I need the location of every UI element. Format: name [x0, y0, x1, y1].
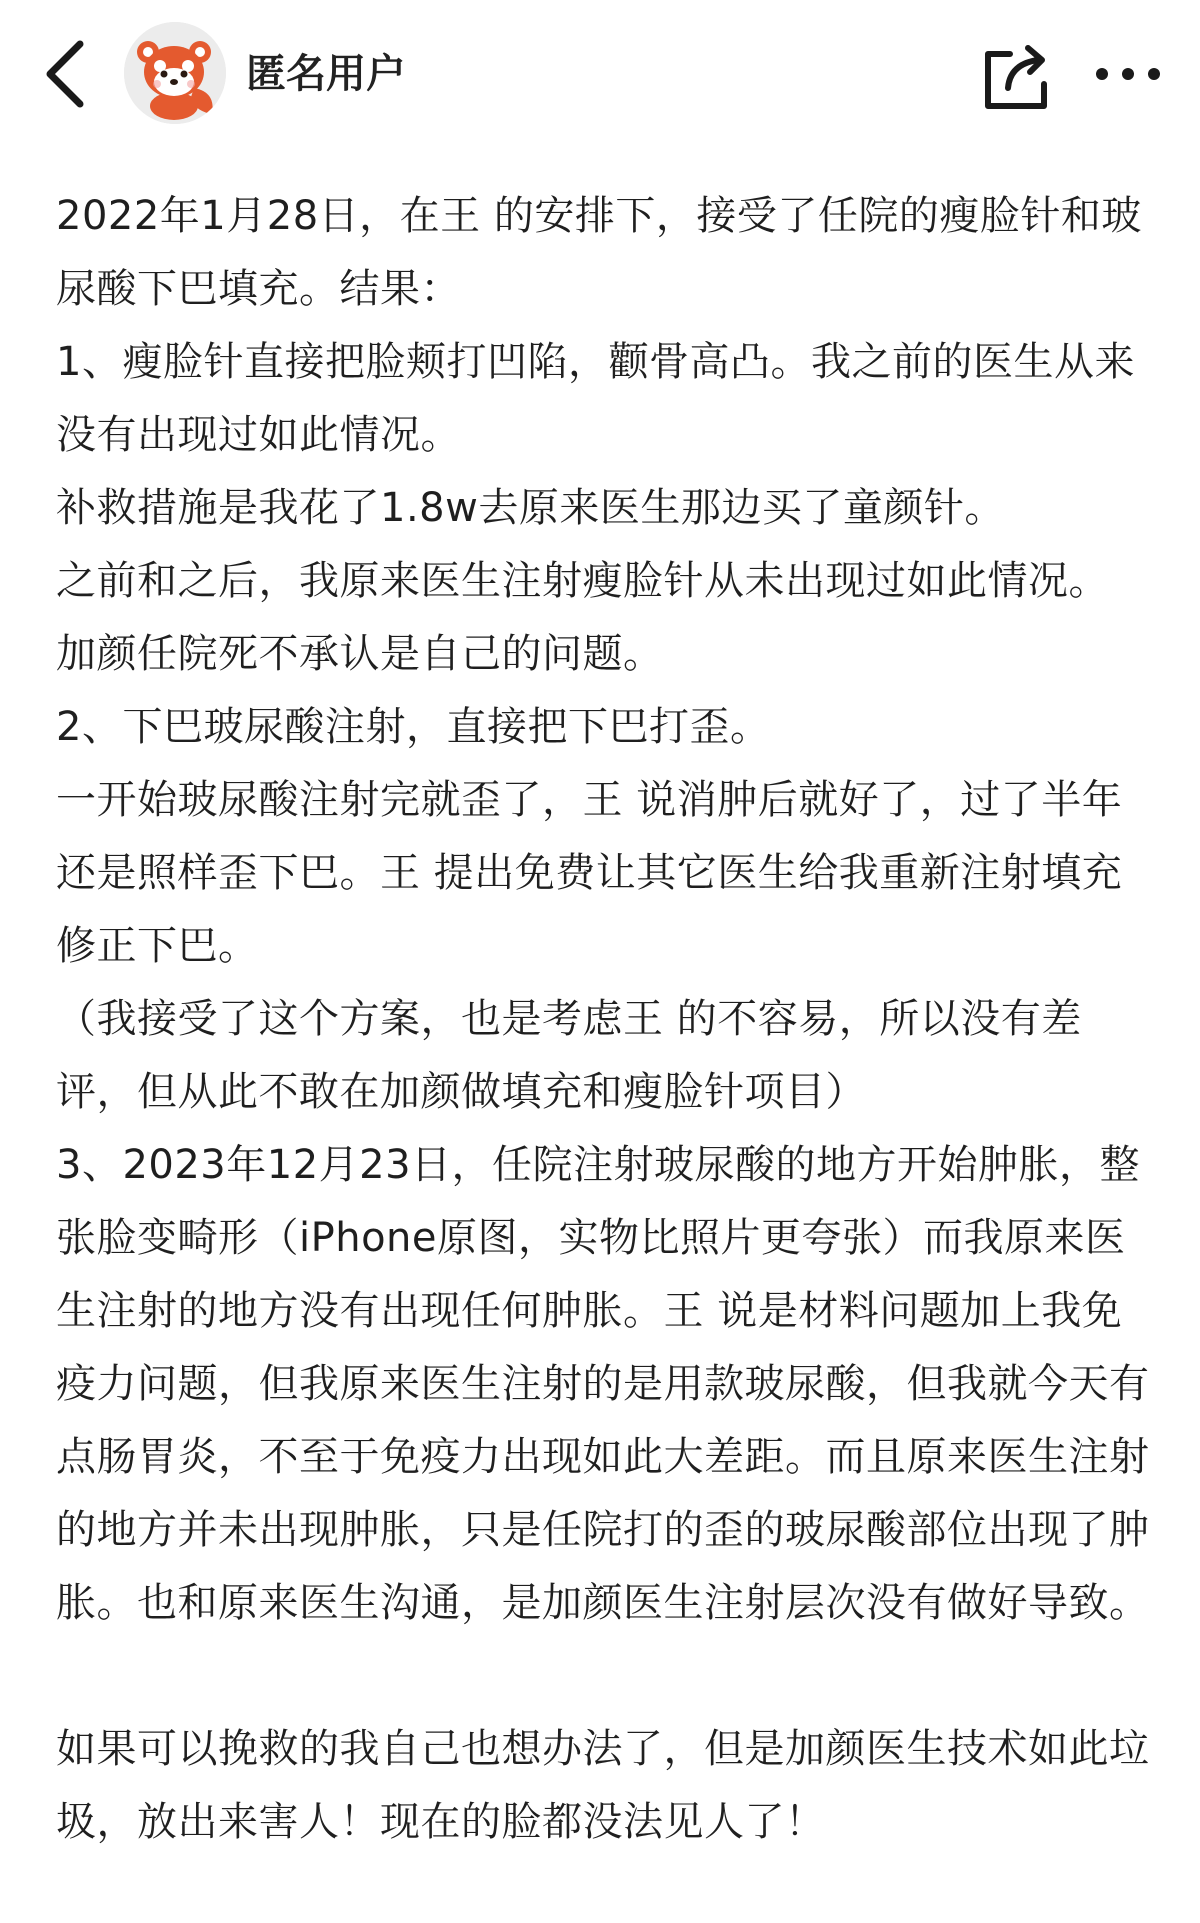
- more-button[interactable]: [1090, 52, 1166, 96]
- post-paragraph: 补救措施是我花了1.8w去原来医生那边买了童颜针。: [56, 485, 1005, 531]
- post-paragraph: 2022年1月28日，在王 的安排下，接受了任院的瘦脸针和玻尿酸下巴填充。结果：: [56, 193, 1142, 312]
- post-paragraph: 2、下巴玻尿酸注射，直接把下巴打歪。: [56, 704, 771, 750]
- top-bar: [0, 0, 1200, 150]
- share-icon: [980, 40, 1056, 112]
- paragraph-spacer: [56, 1640, 1156, 1713]
- post-paragraph: 一开始玻尿酸注射完就歪了，王 说消肿后就好了，过了半年还是照样歪下巴。王 提出免费让其它医生给我重新注射填充修正下巴。: [56, 777, 1123, 969]
- more-dots-icon: [1090, 52, 1166, 96]
- post-paragraph: 之前和之后，我原来医生注射瘦脸针从未出现过如此情况。: [56, 558, 1109, 604]
- avatar[interactable]: [124, 22, 226, 124]
- red-panda-avatar-icon: [124, 22, 226, 124]
- post-paragraph: 加颜任院死不承认是自己的问题。: [56, 631, 664, 677]
- chevron-left-icon: [40, 36, 110, 112]
- share-button[interactable]: [980, 40, 1056, 112]
- post-paragraph: （我接受了这个方案，也是考虑王 的不容易，所以没有差评，但从此不敢在加颜做填充和瘦脸针项目）: [56, 996, 1082, 1115]
- post-paragraph: 1、瘦脸针直接把脸颊打凹陷，颧骨高凸。我之前的医生从来没有出现过如此情况。: [56, 339, 1135, 458]
- post-body: [56, 180, 1156, 1859]
- username[interactable]: 匿名用户: [246, 51, 406, 97]
- back-button[interactable]: [40, 36, 110, 112]
- post-paragraph: 3、2023年12月23日，任院注射玻尿酸的地方开始肿胀，整张脸变畸形（iPhone原图，实物比照片更夸张）而我原来医生注射的地方没有出现任何肿胀。王 说是材料问题加上我免疫力问题，但我原来医生注射的是用款玻尿酸，但我就今天有点肠胃炎，不至于免疫力出现如此大差距。而且原来医生注射的地方并未出现肿胀，只是任院打的歪的玻尿酸部位出现了肿胀。也和原来医生沟通，是加颜医生注射层次没有做好导致。: [56, 1142, 1150, 1626]
- post-paragraph: 如果可以挽救的我自己也想办法了，但是加颜医生技术如此垃圾，放出来害人！现在的脸都没法见人了！: [56, 1726, 1150, 1845]
